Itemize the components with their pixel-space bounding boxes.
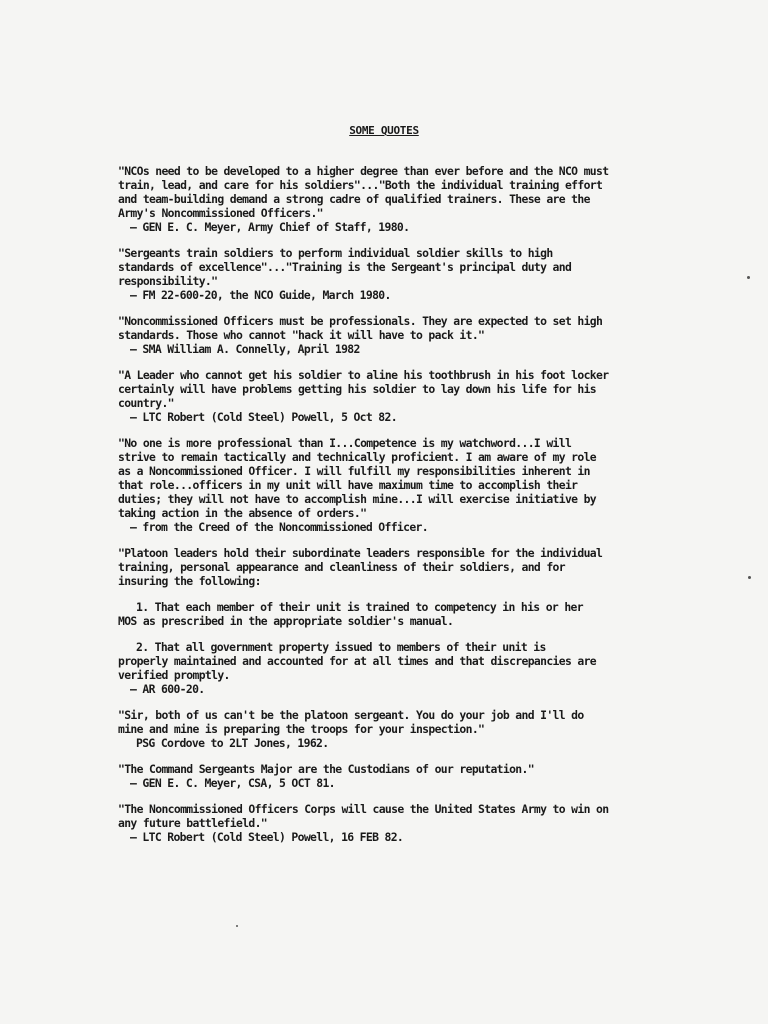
quote-attribution: — GEN E. C. Meyer, CSA, 5 OCT 81. xyxy=(130,776,335,790)
quote-line: mine and mine is preparing the troops for your inspection." xyxy=(118,722,485,736)
quote-line: and team-building demand a strong cadre of qualified trainers. These are the xyxy=(118,192,590,206)
quote-line: certainly will have problems getting his soldier to lay down his life for his xyxy=(118,382,596,396)
quote-line: duties; they will not have to accomplish mine...I will exercise initiative by xyxy=(118,492,596,506)
numbered-item-2 xyxy=(118,640,638,696)
quote-line: any future battlefield." xyxy=(118,816,267,830)
quote-line: strive to remain tactically and technically proficient. I am aware of my role xyxy=(118,450,596,464)
quote-line: "Sergeants train soldiers to perform individual soldier skills to high xyxy=(118,246,553,260)
platoon-intro xyxy=(118,546,638,588)
quote-line: verified promptly. xyxy=(118,668,230,682)
quote-attribution: — from the Creed of the Noncommissioned Officer. xyxy=(130,520,428,534)
quote-line: standards of excellence"..."Training is the Sergeant's principal duty and xyxy=(118,260,572,274)
page-title: SOME QUOTES xyxy=(349,124,419,137)
quote-line: MOS as prescribed in the appropriate soldier's manual. xyxy=(118,614,454,628)
quote-block xyxy=(118,708,638,750)
quote-line: "NCOs need to be developed to a higher degree than ever before and the NCO must xyxy=(118,164,609,178)
quote-line: standards. Those who cannot "hack it will have to pack it." xyxy=(118,328,485,342)
quote-line: train, lead, and care for his soldiers"..."Both the individual training effort xyxy=(118,178,603,192)
quote-line: "Sir, both of us can't be the platoon sergeant. You do your job and I'll do xyxy=(118,708,584,722)
quote-line: responsibility." xyxy=(118,274,218,288)
quote-block xyxy=(118,314,638,356)
numbered-item-1 xyxy=(118,600,638,628)
quote-line: "Platoon leaders hold their subordinate leaders responsible for the individual xyxy=(118,546,603,560)
scan-speck xyxy=(748,576,751,579)
quote-line: that role...officers in my unit will have maximum time to accomplish their xyxy=(118,478,578,492)
quote-line: as a Noncommissioned Officer. I will fulfill my responsibilities inherent in xyxy=(118,464,590,478)
quote-attribution: — AR 600-20. xyxy=(130,682,205,696)
quote-attribution: — LTC Robert (Cold Steel) Powell, 16 FEB 82. xyxy=(130,830,404,844)
quote-line: "No one is more professional than I...Competence is my watchword...I will xyxy=(118,436,572,450)
quote-line: Army's Noncommissioned Officers." xyxy=(118,206,323,220)
quote-line: 2. That all government property issued to members of their unit is xyxy=(136,640,546,654)
quote-line: properly maintained and accounted for at all times and that discrepancies are xyxy=(118,654,596,668)
quote-block xyxy=(118,436,638,534)
quote-line: training, personal appearance and cleanliness of their soldiers, and for xyxy=(118,560,565,574)
quote-block xyxy=(118,762,638,790)
quotes-body xyxy=(118,164,638,856)
quote-attribution: — LTC Robert (Cold Steel) Powell, 5 Oct 82. xyxy=(130,410,397,424)
quote-line: "The Noncommissioned Officers Corps will cause the United States Army to win on xyxy=(118,802,609,816)
quote-line: taking action in the absence of orders." xyxy=(118,506,367,520)
quote-block xyxy=(118,246,638,302)
quote-line: "Noncommissioned Officers must be professionals. They are expected to set high xyxy=(118,314,603,328)
quote-block xyxy=(118,164,638,234)
quote-line: "The Command Sergeants Major are the Custodians of our reputation." xyxy=(118,762,534,776)
quote-line: insuring the following: xyxy=(118,574,261,588)
quote-line: country." xyxy=(118,396,174,410)
quote-block xyxy=(118,802,638,844)
quote-attribution: PSG Cordove to 2LT Jones, 1962. xyxy=(136,736,329,750)
quote-attribution: — GEN E. C. Meyer, Army Chief of Staff, 1980. xyxy=(130,220,410,234)
quote-attribution: — FM 22-600-20, the NCO Guide, March 1980. xyxy=(130,288,391,302)
quote-line: 1. That each member of their unit is trained to competency in his or her xyxy=(136,600,583,614)
scan-speck xyxy=(236,925,238,927)
scan-speck xyxy=(747,276,750,279)
quote-block xyxy=(118,368,638,424)
quote-attribution: — SMA William A. Connelly, April 1982 xyxy=(130,342,360,356)
quote-line: "A Leader who cannot get his soldier to aline his toothbrush in his foot locker xyxy=(118,368,609,382)
